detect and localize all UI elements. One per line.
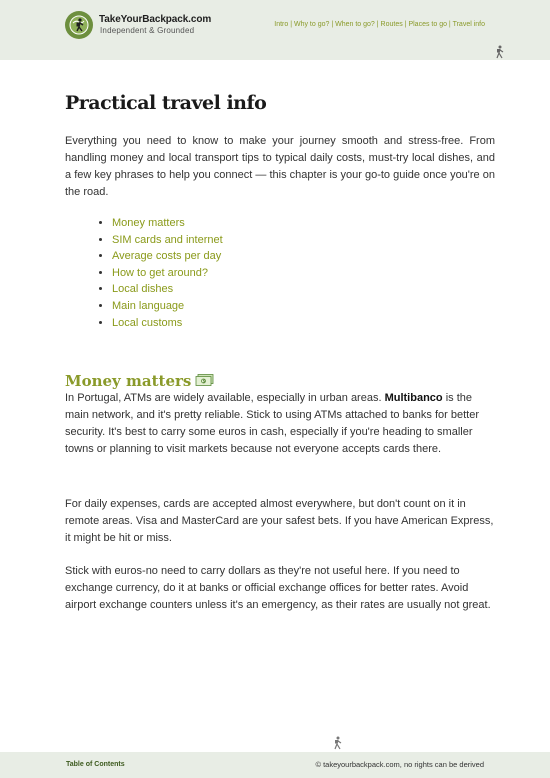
nav-item-intro[interactable]: Intro	[274, 21, 289, 28]
toc-link-money-matters[interactable]: Money matters	[112, 217, 185, 229]
hiker-icon	[494, 45, 506, 59]
intro-paragraph: Everything you need to know to make your journey smooth and stress-free. From handling money and local transport tips to typical daily costs, must-try local dishes, and a few key phrases to help you connect — this chapter is your go-to guide once you're on the road.	[65, 135, 495, 198]
page-header	[0, 0, 550, 60]
list-item	[112, 248, 223, 265]
section-heading	[65, 372, 215, 390]
globe-hiker-icon	[68, 14, 90, 36]
list-item	[112, 265, 223, 282]
page-title: Practical travel info	[65, 92, 267, 114]
nav-item-places[interactable]: Places to go	[408, 21, 447, 28]
money-paragraph-atms: In Portugal, ATMs are widely available, especially in urban areas. Multibanco is the main network, and it's pretty reliable. Stick to using ATMs attached to banks for better security. It's best to carry some euros in cash, especially if you're heading to smaller towns or planning to visit markets because not everyone accepts cards there.	[65, 392, 479, 455]
money-icon	[195, 373, 215, 386]
nav-item-routes[interactable]: Routes	[380, 21, 403, 28]
brand-name: TakeYourBackpack.com	[99, 14, 212, 25]
toc-link-sim-cards[interactable]: SIM cards and internet	[112, 233, 223, 246]
section-list	[98, 215, 223, 331]
nav-item-travel-info[interactable]: Travel info	[452, 21, 485, 28]
list-item	[112, 315, 223, 332]
toc-link-get-around[interactable]: How to get around?	[112, 266, 209, 279]
section-title: Money matters	[65, 372, 192, 390]
svg-text:$: $	[202, 378, 206, 384]
nav-item-when[interactable]: When to go?	[335, 21, 375, 28]
toc-link-main-language[interactable]: Main language	[112, 299, 185, 312]
hiker-icon	[332, 736, 344, 750]
money-paragraph-cards: For daily expenses, cards are accepted almost everywhere, but don't count on it in remote areas. Visa and MasterCard are your safest bets. If you have American Express, it might be hit or miss.	[65, 498, 494, 544]
toc-link-average-costs[interactable]: Average costs per day	[112, 250, 222, 263]
page-footer	[0, 752, 550, 778]
nav-item-why[interactable]: Why to go?	[293, 21, 330, 28]
money-paragraph-currency: Stick with euros-no need to carry dollars as they're not useful here. If you need to exchange currency, do it at banks or official exchange offices for better rates. Avoid airport exchange counters unless it's an emergency, as their rates are usually not great.	[65, 565, 491, 611]
multibanco-highlight: Multibanco	[384, 392, 443, 404]
list-item	[112, 298, 223, 315]
list-item	[112, 281, 223, 298]
list-item	[112, 232, 223, 249]
table-of-contents-link[interactable]: Table of Contents	[66, 761, 125, 768]
top-nav: Intro | Why to go? | When to go? | Routes | Places to go | Travel info	[274, 21, 485, 28]
copyright-notice: © takeyourbackpack.com, no rights can be derived	[315, 760, 484, 769]
logo[interactable]	[65, 11, 93, 39]
toc-link-local-dishes[interactable]: Local dishes	[112, 283, 174, 296]
brand-tagline: Independent & Grounded	[100, 26, 195, 35]
toc-link-local-customs[interactable]: Local customs	[112, 316, 183, 329]
list-item	[112, 215, 223, 232]
